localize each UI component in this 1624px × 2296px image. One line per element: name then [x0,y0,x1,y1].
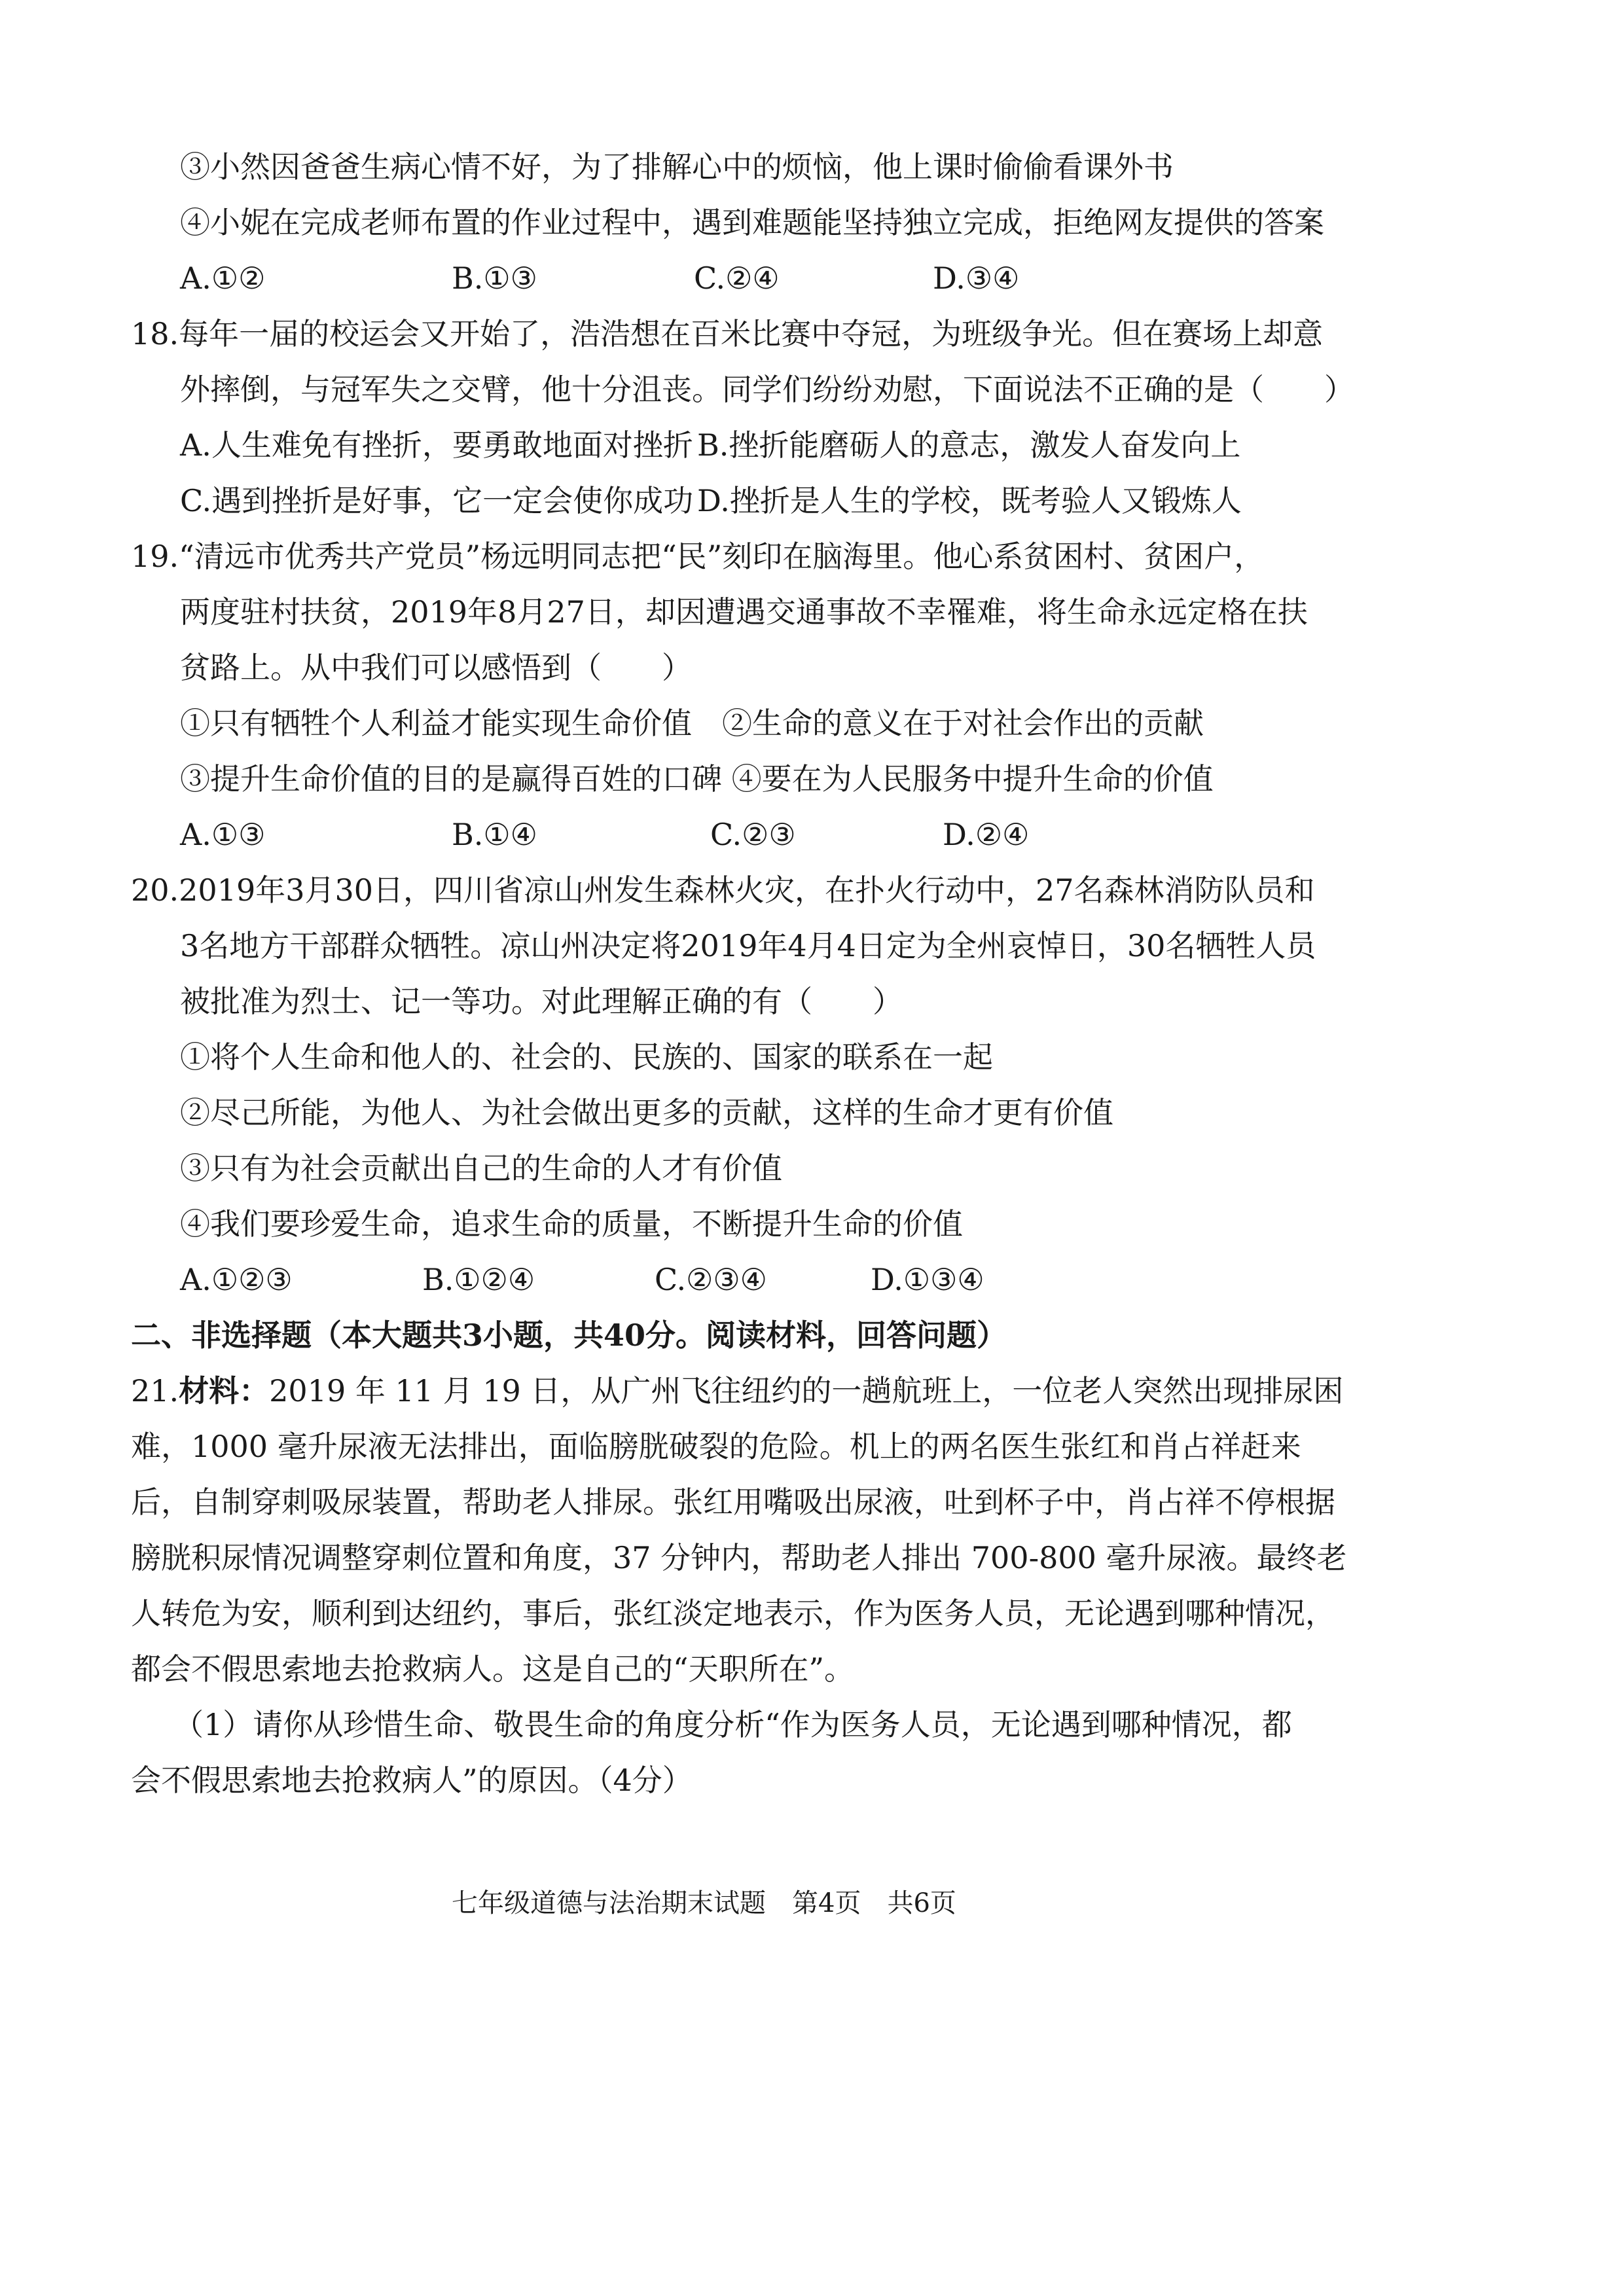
q21-line3: 后，自制穿刺吸尿装置，帮助老人排尿。张红用嘴吸出尿液，吐到杯子中，肖占祥不停根据 [131,1484,1335,1520]
q19-stem-line2: 两度驻村扶贫，2019年8月27日，却因遭遇交通事故不幸罹难，将生命永远定格在扶 [180,594,1308,630]
q19-stem-line3: 贫路上。从中我们可以感悟到（ ） [180,650,692,685]
q20-item1: ①将个人生命和他人的、社会的、民族的、国家的联系在一起 [180,1039,993,1075]
q21-material-label: 材料： [179,1373,270,1408]
q20-option-a: A.①②③ [180,1262,293,1297]
q17-option-c: C.②④ [694,260,780,296]
q19-option-b: B.①④ [452,817,537,852]
q20-item2: ②尽己所能，为他人、为社会做出更多的贡献，这样的生命才更有价值 [180,1095,1113,1130]
q18-option-c: C.遇到挫折是好事，它一定会使你成功 [180,483,694,518]
q19-items-3-4: ③提升生命价值的目的是赢得百姓的口碑 ④要在为人民服务中提升生命的价值 [180,761,1214,797]
q19-option-a: A.①③ [180,817,266,852]
q19-option-c: C.②③ [710,817,796,852]
q21-line1-text: 2019 年 11 月 19 日，从广州飞往纽约的一趟航班上，一位老人突然出现排尿困 [269,1373,1344,1408]
q18-stem-line2: 外摔倒，与冠军失之交臂，他十分沮丧。同学们纷纷劝慰，下面说法不正确的是（ ） [180,372,1354,407]
q20-item3: ③只有为社会贡献出自己的生命的人才有价值 [180,1151,782,1186]
q20-option-b: B.①②④ [422,1262,535,1297]
q20-item4: ④我们要珍爱生命，追求生命的质量，不断提升生命的价值 [180,1206,963,1242]
q17-option-b: B.①③ [452,260,537,296]
q18-option-b: B.挫折能磨砺人的意志，激发人奋发向上 [697,427,1241,463]
q21-number: 21. [131,1373,179,1408]
q20-option-c: C.②③④ [655,1262,767,1297]
section2-heading: 二、非选择题（本大题共3小题，共40分。阅读材料，回答问题） [131,1318,1007,1353]
q21-line5: 人转危为安，顺利到达纽约，事后，张红淡定地表示，作为医务人员，无论遇到哪种情况， [131,1596,1335,1631]
q18-option-d: D.挫折是人生的学校，既考验人又锻炼人 [697,483,1242,518]
q19-items-1-2: ①只有牺牲个人利益才能实现生命价值 ②生命的意义在于对社会作出的贡献 [180,706,1204,741]
page-footer: 七年级道德与法治期末试题 第4页 共6页 [452,1888,956,1918]
q21-sub1-line2: 会不假思索地去抢救病人”的原因。（4分） [131,1763,693,1798]
q20-stem-line2: 3名地方干部群众牺牲。凉山州决定将2019年4月4日定为全州哀悼日，30名牺牲人员 [180,928,1316,963]
q20-option-d: D.①③④ [871,1262,984,1297]
q17-item4: ④小妮在完成老师布置的作业过程中，遇到难题能坚持独立完成，拒绝网友提供的答案 [180,205,1324,240]
q17-option-a: A.①② [180,260,266,296]
q17-option-d: D.③④ [933,260,1020,296]
q21-line6: 都会不假思索地去抢救病人。这是自己的“天职所在”。 [131,1651,855,1687]
q18-stem-line1: 18.每年一届的校运会又开始了，浩浩想在百米比赛中夺冠，为班级争光。但在赛场上却意 [131,316,1324,351]
q21-line1 [131,1371,1343,1410]
q19-stem-line1: 19.“清远市优秀共产党员”杨远明同志把“民”刻印在脑海里。他心系贫困村、贫困户， [131,539,1265,574]
q21-line4: 膀胱积尿情况调整穿刺位置和角度，37 分钟内，帮助老人排出 700-800 毫升尿液。最终老 [131,1540,1347,1575]
q20-stem-line1: 20.2019年3月30日，四川省凉山州发生森林火灾，在扑火行动中，27名森林消防队员和 [131,872,1315,908]
q21-line2: 难，1000 毫升尿液无法排出，面临膀胱破裂的危险。机上的两名医生张红和肖占祥赶来 [131,1429,1301,1464]
q20-stem-line3: 被批准为烈士、记一等功。对此理解正确的有（ ） [180,984,903,1019]
q19-option-d: D.②④ [943,817,1030,852]
q21-sub1-line1: （1）请你从珍惜生命、敬畏生命的角度分析“作为医务人员，无论遇到哪种情况，都 [173,1707,1292,1742]
q18-option-a: A.人生难免有挫折，要勇敢地面对挫折 [180,427,693,463]
q17-item3: ③小然因爸爸生病心情不好，为了排解心中的烦恼，他上课时偷偷看课外书 [180,149,1174,185]
